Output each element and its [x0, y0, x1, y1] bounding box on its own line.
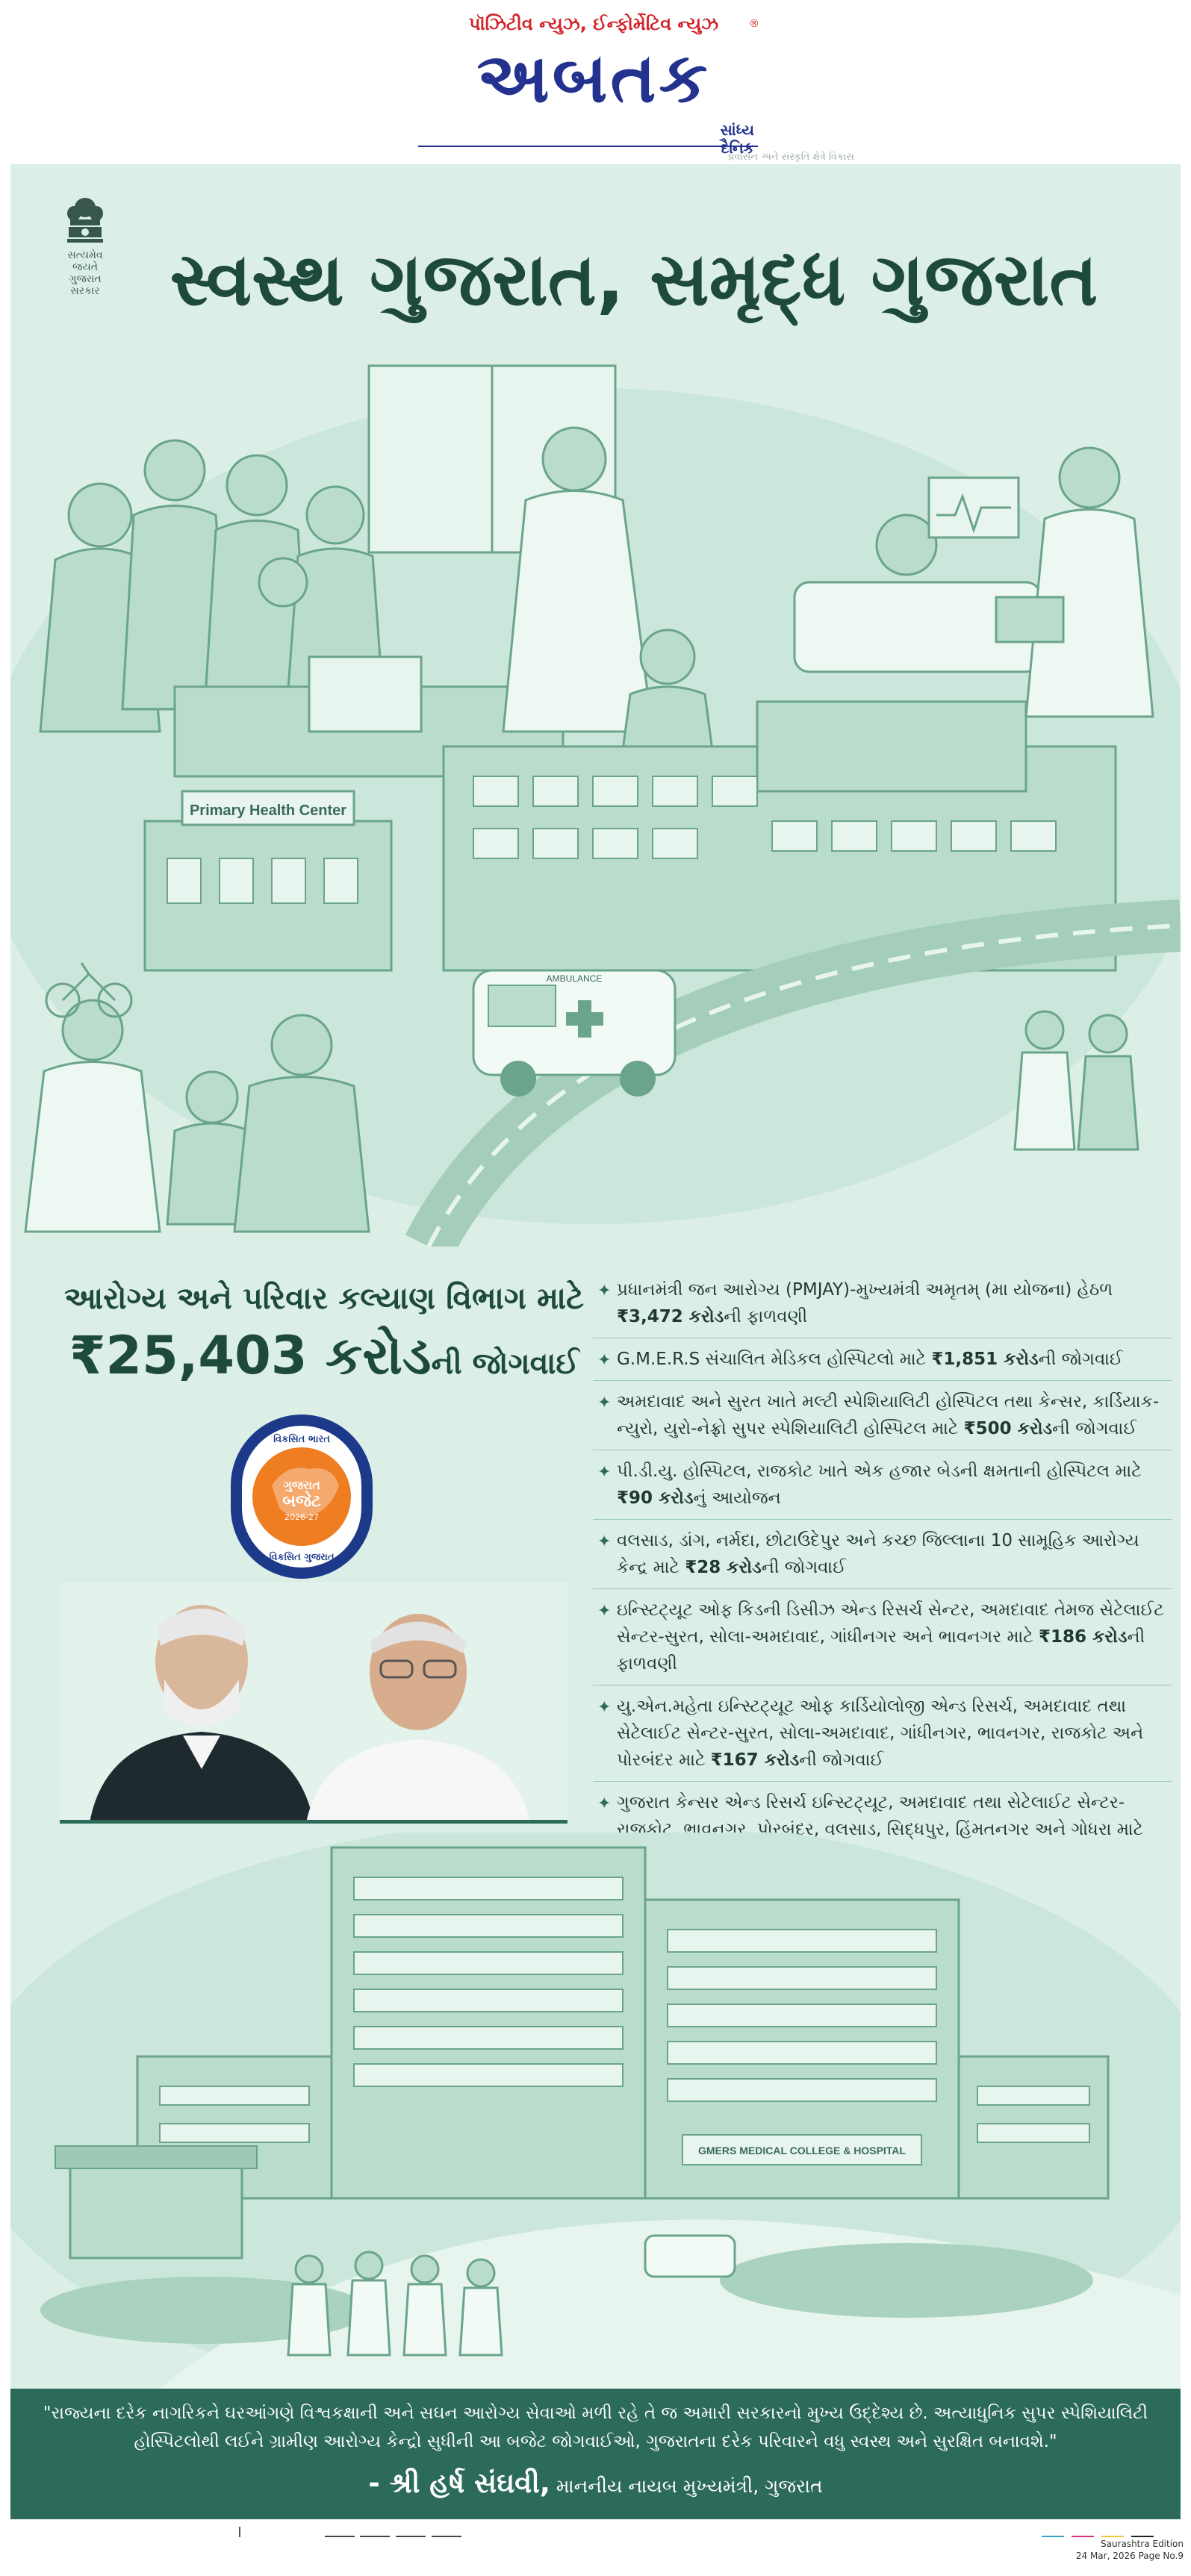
badge-top-text: વિકસિત ભારત	[273, 1434, 330, 1445]
advertisement-panel	[10, 164, 1181, 2519]
quote-author-role: માનનીય નાયબ મુખ્યમંત્રી, ગુજરાત	[550, 2475, 823, 2497]
badge-line-3: 2026-27	[284, 1512, 319, 1522]
bullet-diamond-icon: ✦	[597, 1394, 612, 1412]
footer-tick	[360, 2536, 390, 2537]
doctor-head	[543, 428, 606, 490]
department-amount: ₹25,403 કરોડ	[69, 1325, 432, 1386]
abtak-logo: અબતક	[476, 38, 711, 118]
ad-headline: સ્વસ્થ ગુજરાત, સમૃદ્ધ ગુજરાત	[170, 237, 1098, 322]
badge-line-2: બજેટ	[282, 1492, 321, 1511]
department-title: આરોગ્ય અને પરિવાર કલ્યાણ વિભાગ માટે	[64, 1280, 584, 1316]
footer-date-page: 24 Mar, 2026 Page No.9	[1075, 2551, 1184, 2561]
footer-separator	[239, 2527, 240, 2537]
budget-provisions-list	[593, 1269, 1172, 1877]
bullet-diamond-icon: ✦	[597, 1532, 612, 1551]
footer-tick	[396, 2536, 426, 2537]
bullet-diamond-icon: ✦	[597, 1463, 612, 1482]
color-bar-cyan	[1042, 2536, 1064, 2537]
small-ambulance-icon	[645, 2236, 735, 2277]
emblem-caption: ગુજરાત સરકાર	[69, 273, 102, 297]
quote-attribution	[40, 2467, 1151, 2500]
department-allocation	[40, 1325, 608, 1387]
medical-college-illustration	[10, 1833, 1181, 2389]
footer-edition: Saurashtra Edition	[1100, 2539, 1184, 2549]
portrait-divider	[60, 1820, 567, 1824]
college-sign: GMERS MEDICAL COLLEGE & HOSPITAL	[698, 2145, 906, 2156]
color-bar-yellow	[1101, 2536, 1124, 2537]
provision-item: ✦ પી.ડી.યુ. હોસ્પિટલ, રાજકોટ ખાતે એક હજાર બેડની ક્ષમતાની હોસ્પિટલ માટે ₹90 કરોડનું આયોજન	[593, 1450, 1172, 1520]
gujarat-emblem	[55, 194, 115, 297]
bullet-diamond-icon: ✦	[597, 1794, 612, 1813]
quote-author: - શ્રી હર્ષ સંઘવી,	[368, 2467, 550, 2499]
quote-text: "રાજ્યના દરેક નાગરિકને ઘરઆંગણે વિશ્વકક્ષાની અને સઘન આરોગ્ય સેવાઓ મળી રહે તે જ અમારી સરકારનો મુખ્ય ઉદ્દેશ્ય છે. અત્યાધુનિક સુપર સ્પેશિયાલિટી હોસ્પિટલોથી લઈને ગ્રામીણ આરોગ્ય કેન્દ્રો સુધીની આ બજેટ જોગવાઈઓ, ગુજરાતના દરેક પરિવારને વધુ સ્વસ્થ અને સુરક્ષિત બનાવશે."	[43, 2404, 1148, 2451]
masthead-faint-line: પ્રવાસન અને સંસ્કૃતિ ક્ષેત્રે વિકાસ	[728, 152, 854, 163]
department-amount-suffix: ની જોગવાઈ	[431, 1347, 579, 1381]
bullet-diamond-icon: ✦	[597, 1698, 612, 1717]
registered-mark: ®	[749, 18, 759, 30]
provision-item: ✦ અમદાવાદ અને સુરત ખાતે મલ્ટી સ્પેશિયાલિટી હોસ્પિટલ તથા કેન્સર, કાર્ડિયાક-ન્યુરો, યુરો-નેફ્રો સુપર સ્પેશિયાલિટી હોસ્પિટલ માટે ₹500 કરોડની જોગવાઈ	[593, 1381, 1172, 1450]
bullet-diamond-icon: ✦	[597, 1282, 612, 1300]
provision-item: ✦ ગુજરાત કેન્સર એન્ડ રિસર્ચ ઇન્સ્ટિટ્યૂટ, અમદાવાદ તથા સેટેલાઈટ સેન્ટર-રાજકોટ, ભાવનગર, પોરબંદર, વલસાડ, સિદ્ધપુર, હિંમતનગર અને ગોધરા માટે	[593, 1782, 1172, 1877]
phc-sign: Primary Health Center	[189, 802, 347, 819]
badge-bottom-text: વિકસિત ગુજરાત	[269, 1552, 335, 1563]
edition-type: સાંધ્ય દૈનિક	[720, 121, 754, 157]
footer-tick	[432, 2536, 461, 2537]
provision-item: ✦ ઇન્સ્ટિટ્યૂટ ઓફ કિડની ડિસીઝ એન્ડ રિસર્ચ સેન્ટર, અમદાવાદ તેમજ સેટેલાઈટ સેન્ટર-સુરત, સોલા-અમદાવાદ, ગાંધીનગર અને ભાવનગર માટે ₹186 કરોડની ફાળવણી	[593, 1589, 1172, 1685]
leader-portraits	[60, 1582, 567, 1823]
provision-item: ✦ વલસાડ, ડાંગ, નર્મદા, છોટાઉદેપુર અને કચ્છ જિલ્લાના 10 સામૂહિક આરોગ્ય કેન્દ્ર માટે ₹28 કરોડની જોગવાઈ	[593, 1520, 1172, 1589]
healthcare-illustration	[10, 358, 1181, 1247]
masthead-tagline: પૉઝિટીવ ન્યુઝ, ઈન્ફોર્મેટિવ ન્યુઝ	[468, 13, 719, 34]
emblem-motto: સત્યમેવ જયતે	[67, 249, 103, 273]
gujarat-budget-badge	[227, 1411, 376, 1582]
bullet-diamond-icon: ✦	[597, 1602, 612, 1621]
gate-booth	[70, 2161, 242, 2258]
color-bar-magenta	[1072, 2536, 1094, 2537]
ambulance-label: AMBULANCE	[546, 973, 603, 984]
badge-line-1: ગુજરાત	[283, 1478, 320, 1492]
provision-item: ✦ G.M.E.R.S સંચાલિત મેડિકલ હોસ્પિટલો માટે ₹1,851 કરોડની જોગવાઈ	[593, 1338, 1172, 1381]
footer-tick	[325, 2536, 355, 2537]
color-bar-black	[1131, 2536, 1154, 2537]
clipboard-icon	[996, 597, 1063, 642]
footer-edition-info	[1064, 2538, 1184, 2562]
bullet-diamond-icon: ✦	[597, 1351, 612, 1370]
lion-capital-icon	[63, 194, 108, 246]
provision-item: ✦ યુ.એન.મહેતા ઇન્સ્ટિટ્યૂટ ઓફ કાર્ડિયોલોજી એન્ડ રિસર્ચ, અમદાવાદ તથા સેટેલાઈટ સેન્ટર-સુરત, સોલા-અમદાવાદ, ગાંધીનગર, ભાવનગર, રાજકોટ અને પોરબંદર માટે ₹167 કરોડની જોગવાઈ	[593, 1685, 1172, 1782]
provision-item: ✦ પ્રધાનમંત્રી જન આરોગ્ય (PMJAY)-મુખ્યમંત્રી અમૃતમ્ (મા યોજના) હેઠળ ₹3,472 કરોડની ફાળવણી	[593, 1269, 1172, 1338]
primary-health-center	[145, 791, 391, 970]
computer-monitor	[309, 657, 421, 732]
